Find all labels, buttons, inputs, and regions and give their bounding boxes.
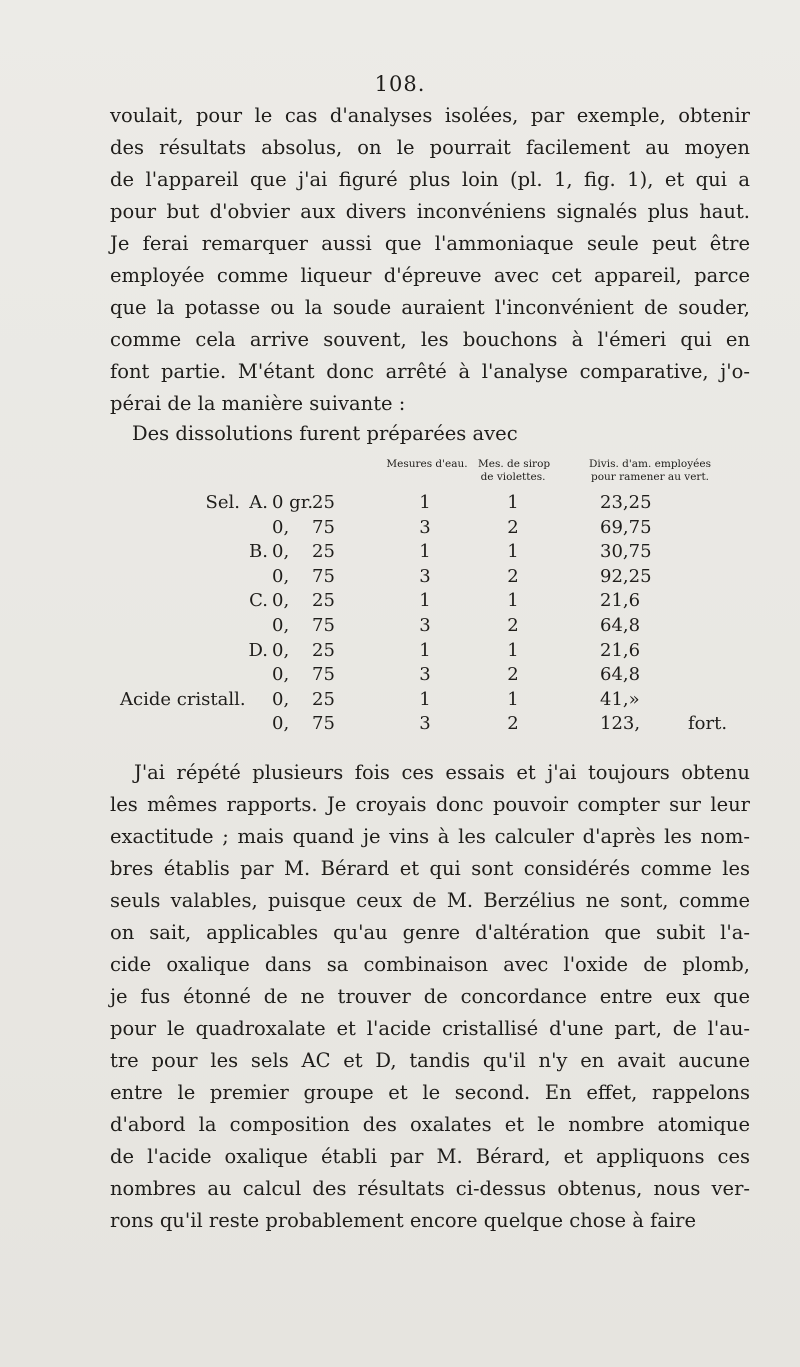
text-line: exactitude ; mais quand je vins à les calculer d'après les nom- <box>110 825 750 848</box>
water-measures-cell: 3 <box>419 615 431 636</box>
syrup-measures-cell: 1 <box>507 541 519 563</box>
table-row <box>0 713 800 738</box>
text-line: seuls valables, puisque ceux de M. Berzélius ne sont, comme <box>110 889 750 912</box>
text-line: de l'appareil que j'ai figuré plus loin (pl. 1, fig. 1), et qui a <box>110 168 750 191</box>
text-line: que la potasse ou la soude auraient l'inconvénient de souder, <box>110 296 750 319</box>
ammonia-divisions-cell: 64,8 <box>600 615 641 636</box>
paragraph-2 <box>110 757 750 1237</box>
row-label: Sel. <box>205 492 240 513</box>
table-row <box>0 689 800 714</box>
text-line: je fus étonné de ne trouver de concordance entre eux que <box>110 985 750 1008</box>
weight-units: 0, <box>272 688 290 710</box>
paragraph-1 <box>110 100 750 420</box>
syrup-measures-cell: 1 <box>507 688 519 710</box>
syrup-measures-cell: 2 <box>507 615 519 636</box>
text-line: pour but d'obvier aux divers inconvéniens signalés plus haut. <box>110 200 750 223</box>
table-row <box>0 566 800 591</box>
text-line: voulait, pour le cas d'analyses isolées, par exemple, obtenir <box>110 104 750 127</box>
weight-decimals: 75 <box>312 615 335 636</box>
weight-decimals: 75 <box>312 565 335 587</box>
syrup-measures-cell: 2 <box>507 664 519 686</box>
text-line: les mêmes rapports. Je croyais donc pouvoir compter sur leur <box>110 793 750 816</box>
text-line: employée comme liqueur d'épreuve avec cet appareil, parce <box>110 264 750 287</box>
syrup-measures-cell: 2 <box>507 713 519 735</box>
text-line: entre le premier groupe et le second. En effet, rappelons <box>110 1081 750 1104</box>
sample-letter: C. <box>249 590 268 612</box>
syrup-measures-cell: 1 <box>507 590 519 612</box>
table-intro-text: Des dissolutions furent préparées avec <box>132 422 518 445</box>
ammonia-divisions-cell: 123, <box>600 713 641 735</box>
weight-units: 0, <box>272 541 290 563</box>
water-measures-cell: 3 <box>419 565 431 587</box>
page-number: 108. <box>374 72 426 96</box>
water-measures-cell: 1 <box>419 541 431 563</box>
text-line: Je ferai remarquer aussi que l'ammoniaque seule peut être <box>110 232 750 255</box>
ammonia-divisions-cell: 30,75 <box>600 541 652 563</box>
ammonia-divisions-cell: 69,75 <box>600 516 652 538</box>
syrup-measures-cell: 2 <box>507 565 519 587</box>
table-row <box>0 615 800 640</box>
weight-units: 0, <box>272 713 290 735</box>
ammonia-divisions-cell: 21,6 <box>600 639 641 661</box>
water-measures-cell: 1 <box>419 639 431 661</box>
water-measures-cell: 1 <box>419 688 431 710</box>
ammonia-divisions-cell: 21,6 <box>600 590 641 612</box>
header-water-label: Mesures d'eau. <box>386 458 468 470</box>
ammonia-divisions-cell: 23,25 <box>600 492 652 513</box>
text-line: pérai de la manière suivante : <box>110 392 406 415</box>
table-row <box>0 640 800 665</box>
weight-units: 0, <box>272 664 290 686</box>
text-line: rons qu'il reste probablement encore quelque chose à faire <box>110 1209 697 1232</box>
text-line: tre pour les sels AC et D, tandis qu'il n'y en avait aucune <box>110 1049 750 1072</box>
text-line: pour le quadroxalate et l'acide cristallisé d'une part, de l'au- <box>110 1017 750 1040</box>
header-syrup-line1: Mes. de sirop <box>478 458 551 470</box>
weight-decimals: 25 <box>312 492 335 513</box>
water-measures-cell: 3 <box>419 713 431 735</box>
text-line: nombres au calcul des résultats ci-dessus obtenus, nous ver- <box>110 1177 750 1200</box>
header-syrup-line2: de violettes. <box>480 471 546 483</box>
table-row <box>0 492 800 517</box>
weight-units: 0, <box>272 639 290 661</box>
text-line: comme cela arrive souvent, les bouchons à l'émeri qui en <box>110 328 750 351</box>
sample-letter: B. <box>249 541 268 563</box>
table-row <box>0 590 800 615</box>
header-syrup-measures <box>478 458 551 484</box>
row-label: Acide cristall. <box>120 688 246 710</box>
note-cell: fort. <box>688 713 728 735</box>
results-table <box>0 452 800 742</box>
ammonia-divisions-cell: 41,» <box>600 688 640 710</box>
text-line: de l'acide oxalique établi par M. Bérard, et appliquons ces <box>110 1145 750 1168</box>
weight-units: 0 gr. <box>272 492 314 513</box>
text-line: d'abord la composition des oxalates et le nombre atomique <box>110 1113 750 1136</box>
water-measures-cell: 1 <box>419 492 431 513</box>
text-line: J'ai répété plusieurs fois ces essais et j'ai toujours obtenu <box>134 761 750 784</box>
water-measures-cell: 3 <box>419 516 431 538</box>
weight-decimals: 25 <box>312 590 335 612</box>
syrup-measures-cell: 1 <box>507 639 519 661</box>
ammonia-divisions-cell: 92,25 <box>600 565 652 587</box>
sample-letter: D. <box>248 639 268 661</box>
weight-units: 0, <box>272 615 290 636</box>
weight-units: 0, <box>272 590 290 612</box>
weight-decimals: 75 <box>312 516 335 538</box>
text-line: font partie. M'étant donc arrêté à l'analyse comparative, j'o- <box>110 360 750 383</box>
text-line: cide oxalique dans sa combinaison avec l'oxide de plomb, <box>110 953 750 976</box>
syrup-measures-cell: 2 <box>507 516 519 538</box>
header-ammonia-divisions <box>560 458 740 484</box>
table-row <box>0 664 800 689</box>
text-line: bres établis par M. Bérard et qui sont considérés comme les <box>110 857 750 880</box>
weight-units: 0, <box>272 565 290 587</box>
weight-decimals: 25 <box>312 688 335 710</box>
weight-units: 0, <box>272 516 290 538</box>
syrup-measures-cell: 1 <box>507 492 519 513</box>
water-measures-cell: 3 <box>419 664 431 686</box>
header-water-measures <box>372 458 482 471</box>
weight-decimals: 75 <box>312 713 335 735</box>
ammonia-divisions-cell: 64,8 <box>600 664 641 686</box>
water-measures-cell: 1 <box>419 590 431 612</box>
weight-decimals: 25 <box>312 541 335 563</box>
header-ammonia-line1: Divis. d'am. employées <box>589 458 711 470</box>
weight-decimals: 75 <box>312 664 335 686</box>
header-ammonia-line2: pour ramener au vert. <box>590 471 710 483</box>
table-row <box>0 517 800 542</box>
weight-decimals: 25 <box>312 639 335 661</box>
table-row <box>0 541 800 566</box>
text-line: des résultats absolus, on le pourrait facilement au moyen <box>110 136 750 159</box>
sample-letter: A. <box>249 492 268 513</box>
text-line: on sait, applicables qu'au genre d'altération que subit l'a- <box>110 921 750 944</box>
